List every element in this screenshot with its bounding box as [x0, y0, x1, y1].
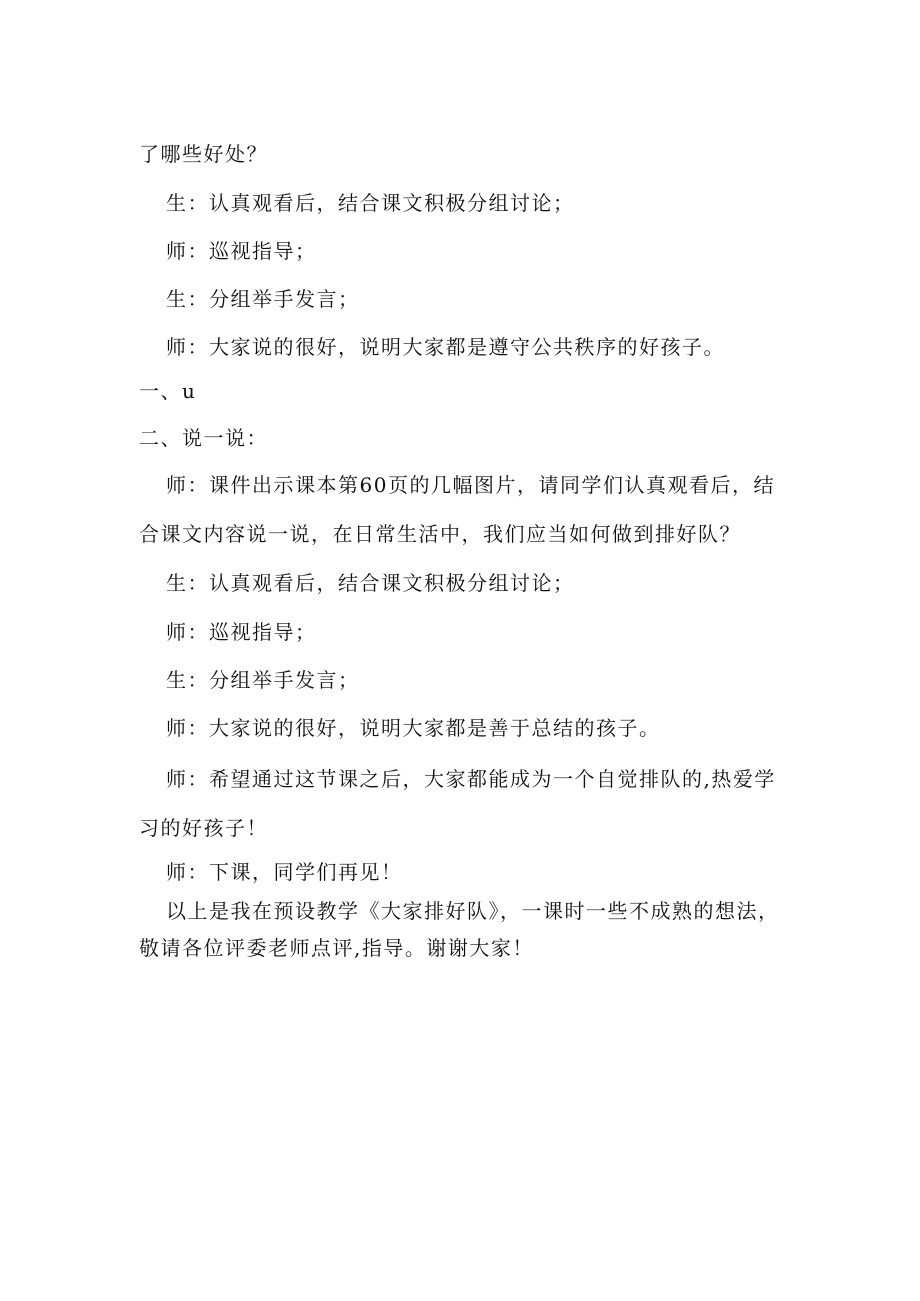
paragraph-line: 师：希望通过这节课之后，大家都能成为一个自觉排队的,热爱学 [166, 767, 776, 791]
paragraph-line: 师：巡视指导； [166, 620, 317, 644]
paragraph-line: 生：分组举手发言； [166, 287, 360, 311]
paragraph-line: 师：巡视指导； [166, 239, 317, 263]
paragraph-line: 以上是我在预设教学《大家排好队》，一课时一些不成熟的想法， [166, 899, 780, 923]
paragraph-line: 生：认真观看后，结合课文积极分组讨论； [166, 191, 575, 215]
paragraph-line: 师：下课，同学们再见！ [166, 860, 403, 884]
paragraph-line: 生：分组举手发言； [166, 668, 360, 692]
paragraph-line: 师：大家说的很好，说明大家都是善于总结的孩子。 [166, 716, 661, 740]
section-heading: 一、u [139, 379, 197, 403]
paragraph-line: 习的好孩子！ [139, 816, 268, 840]
paragraph-line: 生：认真观看后，结合课文积极分组讨论； [166, 571, 575, 595]
paragraph-line: 了哪些好处？ [139, 142, 268, 166]
paragraph-line: 师：大家说的很好，说明大家都是遵守公共秩序的好孩子。 [166, 335, 725, 359]
section-heading: 二、说一说： [139, 426, 268, 450]
paragraph-line: 合课文内容说一说，在日常生活中，我们应当如何做到排好队？ [139, 522, 741, 546]
paragraph-line: 师：课件出示课本第60页的几幅图片，请同学们认真观看后，结 [166, 473, 775, 497]
paragraph-line: 敬请各位评委老师点评,指导。谢谢大家！ [139, 936, 534, 960]
